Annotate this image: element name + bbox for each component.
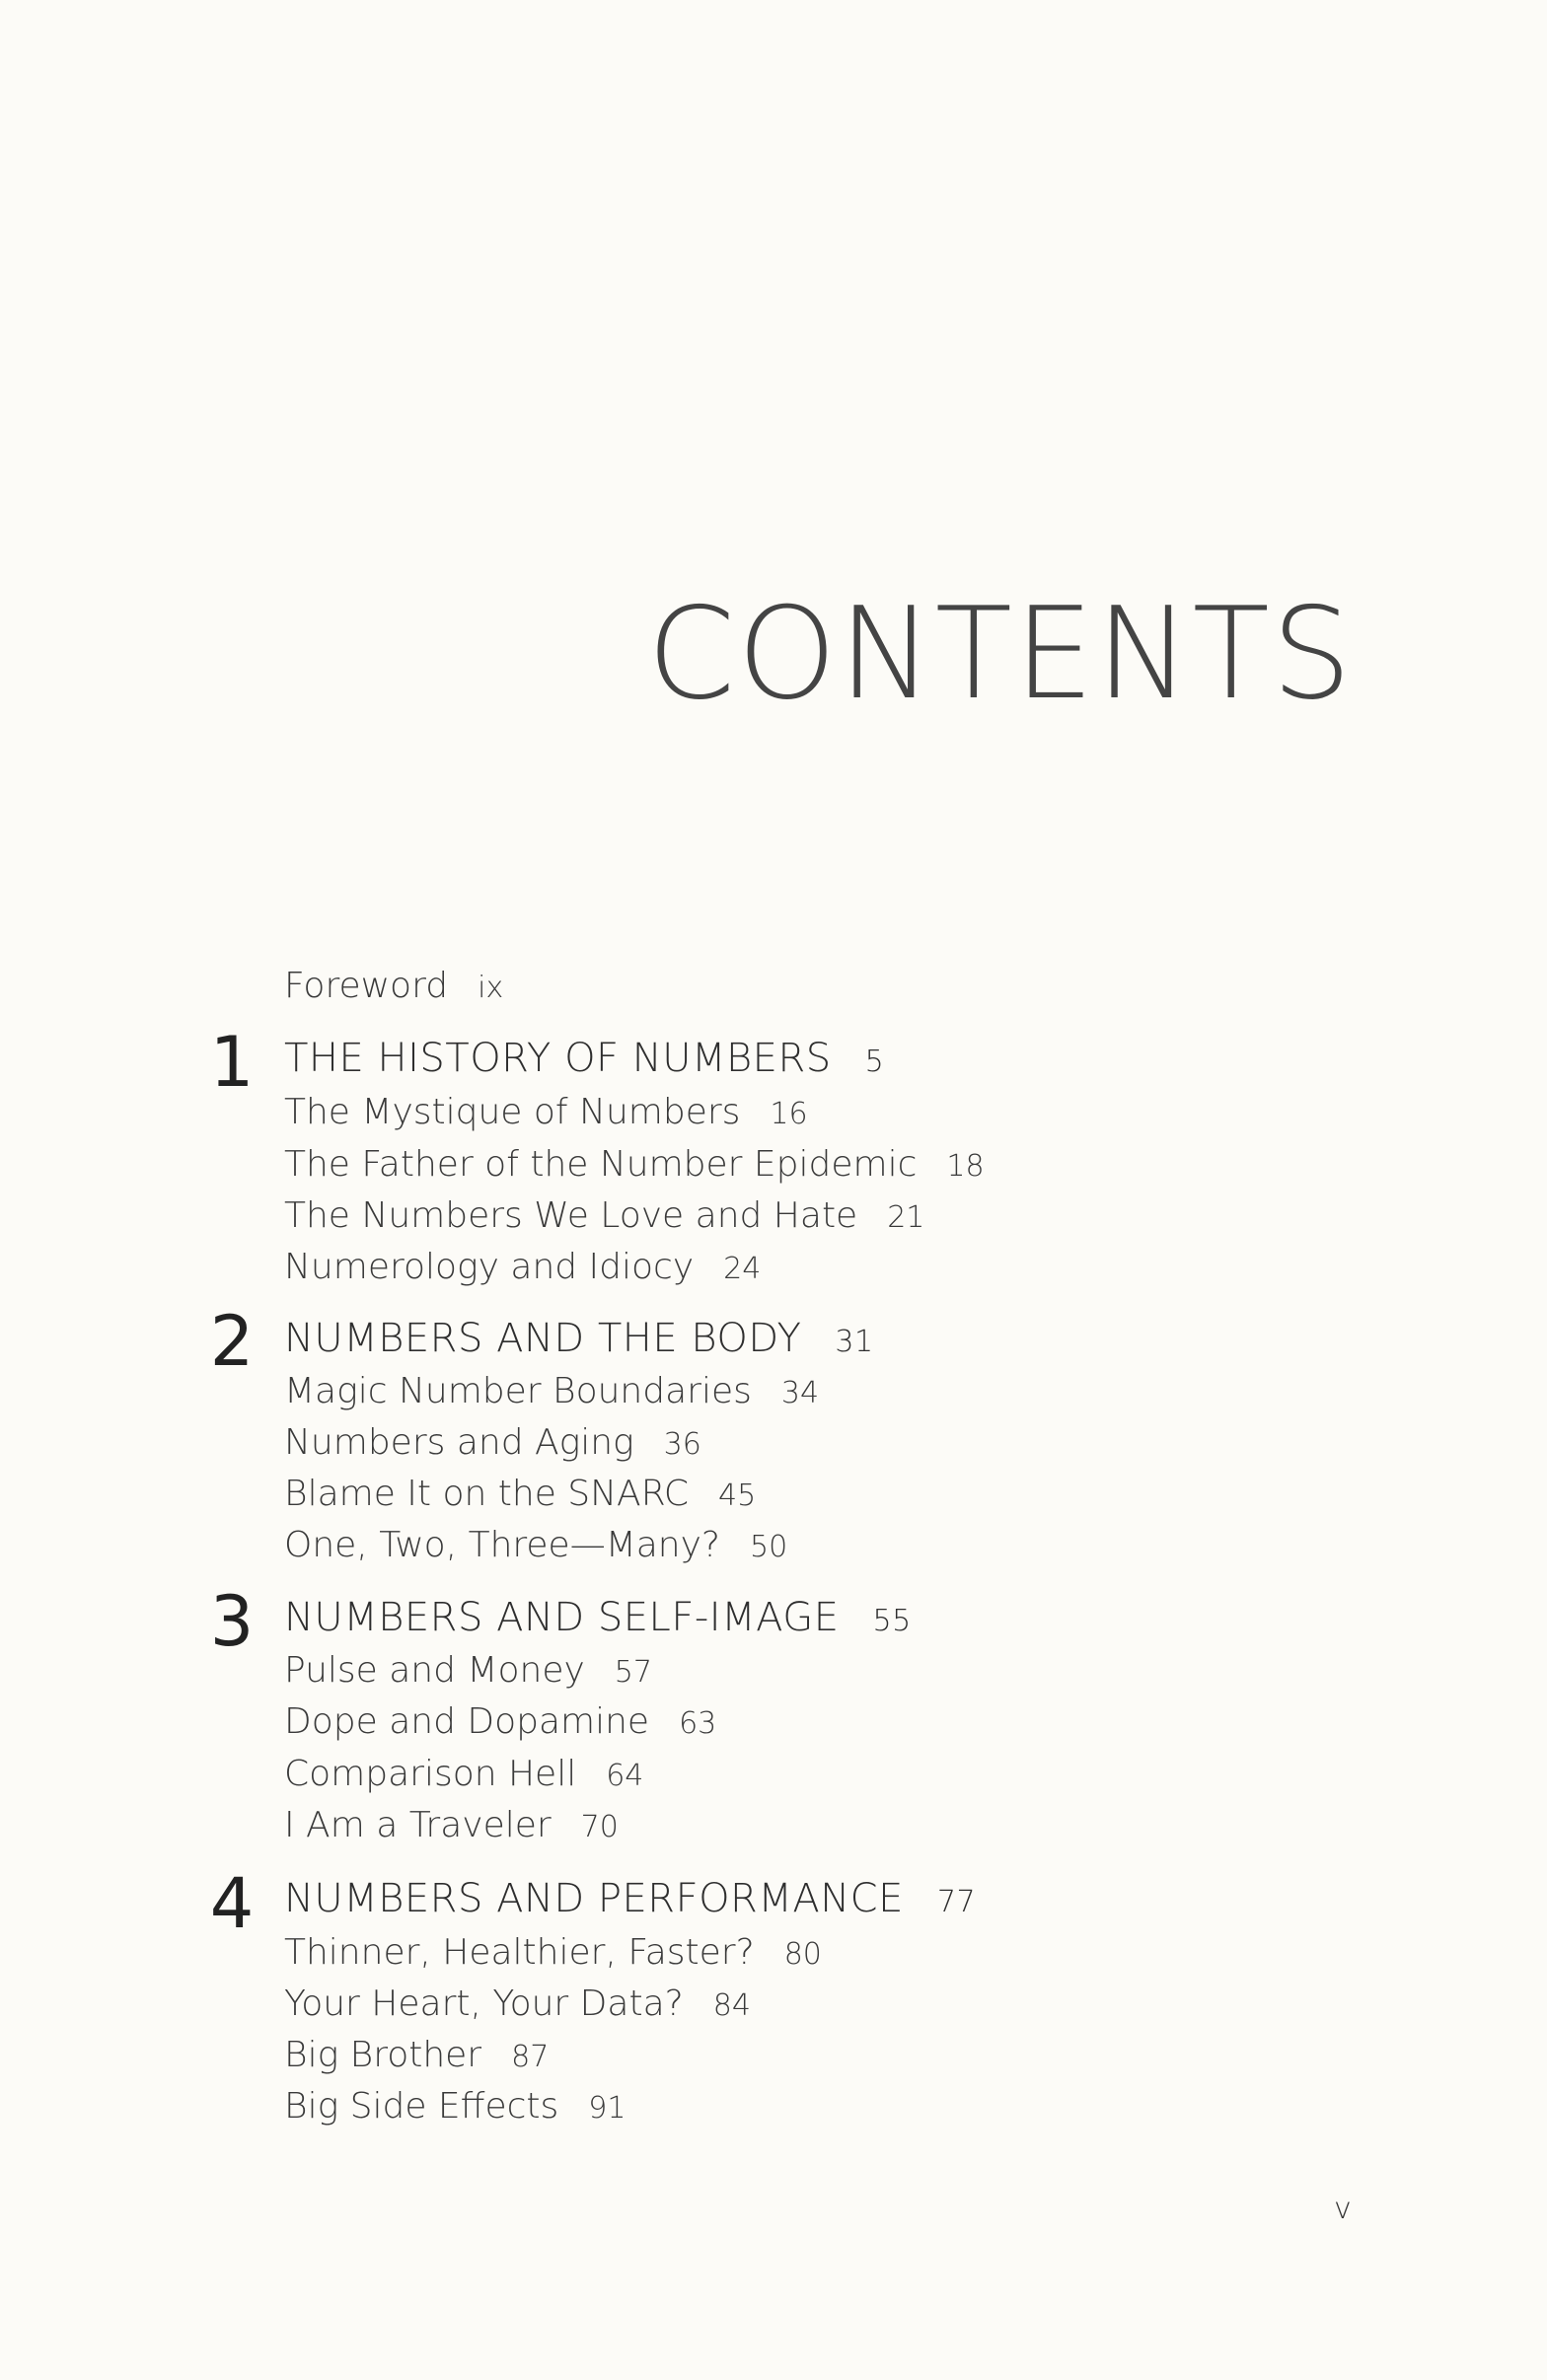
chapter-page: 5 — [864, 1045, 885, 1079]
chapter-number: 1 — [209, 1022, 255, 1103]
toc-entry-page: 63 — [679, 1706, 717, 1741]
chapter-title: NUMBERS AND THE BODY — [284, 1316, 802, 1361]
toc-entry-page: 24 — [723, 1252, 762, 1286]
toc-entry-foreword — [284, 966, 504, 1006]
chapter-heading — [284, 1316, 874, 1361]
toc-entry — [284, 1650, 652, 1691]
toc-entry-page: 70 — [580, 1810, 619, 1844]
toc-entry-label: Thinner, Healthier, Faster? — [284, 1932, 755, 1973]
toc-entry — [284, 1092, 808, 1132]
toc-entry-page: 80 — [783, 1937, 822, 1972]
toc-entry — [284, 1701, 717, 1742]
toc-entry-label: Dope and Dopamine — [284, 1701, 650, 1742]
chapter-number: 2 — [209, 1301, 255, 1382]
toc-entry — [284, 1371, 820, 1411]
chapter-heading — [284, 1876, 977, 1921]
toc-entry-page: 57 — [614, 1655, 652, 1690]
chapter-title: NUMBERS AND PERFORMANCE — [284, 1876, 904, 1921]
toc-entry — [284, 1474, 757, 1514]
toc-entry — [284, 1983, 751, 2024]
toc-entry-label: Your Heart, Your Data? — [284, 1983, 684, 2024]
chapter-title: THE HISTORY OF NUMBERS — [284, 1036, 832, 1081]
toc-entry — [284, 1525, 788, 1565]
toc-entry-page: 84 — [712, 1988, 751, 2023]
toc-entry — [284, 1932, 822, 1973]
toc-entry-page: 36 — [663, 1427, 701, 1462]
page-title: CONTENTS — [646, 581, 1354, 728]
toc-entry-page: 21 — [887, 1200, 925, 1235]
toc-entry-page: 50 — [750, 1530, 788, 1564]
toc-entry-label: Blame It on the SNARC — [284, 1474, 690, 1514]
toc-entry — [284, 1247, 762, 1287]
chapter-heading — [284, 1036, 885, 1081]
toc-entry-label: Pulse and Money — [284, 1650, 585, 1691]
toc-entry — [284, 1195, 925, 1236]
toc-entry — [284, 1144, 985, 1185]
toc-entry-page: 34 — [780, 1376, 820, 1410]
toc-entry — [284, 1805, 619, 1845]
chapter-title: NUMBERS AND SELF-IMAGE — [284, 1595, 840, 1640]
page-folio: v — [1334, 2192, 1352, 2226]
chapter-page: 77 — [936, 1885, 977, 1919]
chapter-page: 31 — [835, 1325, 874, 1359]
chapter-number: 4 — [209, 1863, 255, 1944]
toc-entry — [284, 1422, 701, 1463]
toc-entry-page: 87 — [511, 2040, 550, 2074]
toc-entry-label: Comparison Hell — [284, 1754, 577, 1794]
toc-entry — [284, 2086, 626, 2127]
chapter-page: 55 — [872, 1604, 912, 1638]
toc-entry-page: 16 — [770, 1097, 808, 1131]
toc-entry-page: ix — [478, 971, 504, 1005]
toc-entry-page: 64 — [606, 1759, 644, 1793]
toc-entry-page: 45 — [718, 1478, 757, 1513]
toc-entry-label: The Numbers We Love and Hate — [284, 1195, 858, 1236]
toc-entry-label: Big Brother — [284, 2035, 482, 2075]
toc-entry-label: Foreword — [284, 966, 449, 1006]
toc-entry-label: Big Side Effects — [284, 2086, 559, 2127]
chapter-heading — [284, 1595, 912, 1640]
toc-entry-label: I Am a Traveler — [284, 1805, 552, 1845]
toc-entry-label: The Mystique of Numbers — [284, 1092, 741, 1132]
toc-entry — [284, 1754, 644, 1794]
toc-entry-page: 91 — [588, 2091, 626, 2126]
chapter-number: 3 — [209, 1581, 255, 1662]
toc-entry-label: Magic Number Boundaries — [284, 1371, 752, 1411]
toc-entry-label: One, Two, Three—Many? — [284, 1525, 721, 1565]
toc-entry-page: 18 — [946, 1149, 985, 1184]
toc-entry-label: Numerology and Idiocy — [284, 1247, 695, 1287]
toc-entry — [284, 2035, 550, 2075]
toc-entry-label: Numbers and Aging — [284, 1422, 634, 1463]
toc-entry-label: The Father of the Number Epidemic — [284, 1144, 918, 1185]
